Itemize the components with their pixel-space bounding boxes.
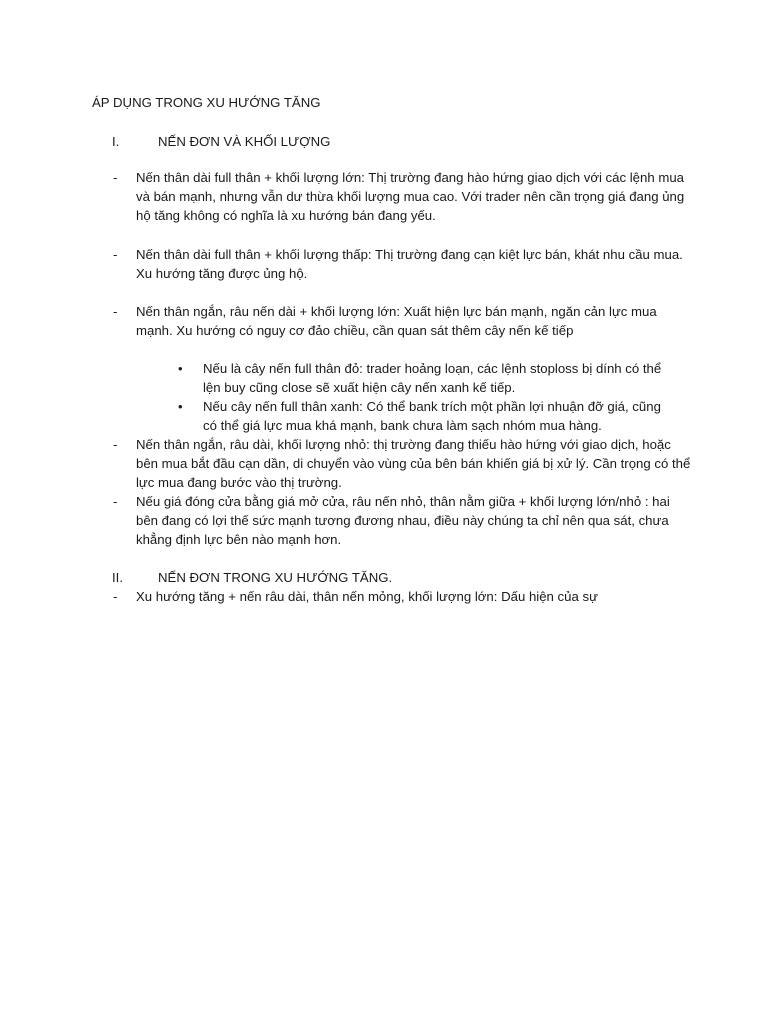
list-item-text: Nến thân dài full thân + khối lượng lớn: Thị trường đang hào hứng giao dịch với các lệnh mua và bán mạnh, nhưng vẫn dư thừa khối lượng mua cao. Với trader nên cần trọng giá đang ủng hộ tăng không có nghĩa là xu hướng bán đang yếu.: [136, 170, 685, 223]
list-item: [113, 245, 691, 283]
list-item: [113, 435, 691, 492]
dash-marker: -: [113, 437, 118, 452]
section-title: NẾN ĐƠN VÀ KHỐI LƯỢNG: [158, 134, 331, 149]
list-item-text: Xu hướng tăng + nến râu dài, thân nến mỏng, khối lượng lớn: Dấu hiện của sự: [136, 589, 598, 604]
bullet-item-text: Nếu cây nến full thân xanh: Có thể bank trích một phần lợi nhuận đỡ giá, cũng có thể giá lực mua khá mạnh, bank chưa làm sạch nhóm mua hàng.: [203, 399, 661, 433]
list-item: [113, 168, 691, 225]
dash-marker: -: [113, 304, 118, 319]
list-item: [113, 587, 691, 606]
list-item-text: Nến thân ngắn, râu dài, khối lượng nhỏ: thị trường đang thiếu hào hứng với giao dịch, hoặc bên mua bắt đầu cạn dần, di chuyển vào vùng của bên bán khiến giá bị xử lý. Cần trọng có thể lực mua đang bước vào thị trường.: [136, 437, 691, 490]
section-heading-2: [112, 568, 392, 587]
bullet-item-text: Nếu là cây nến full thân đỏ: trader hoảng loạn, các lệnh stoploss bị dính có thể lện buy cũng close sẽ xuất hiện cây nến xanh kế tiếp.: [203, 361, 662, 395]
list-item-text: Nến thân dài full thân + khối lượng thấp: Thị trường đang cạn kiệt lực bán, khát nhu cầu mua. Xu hướng tăng được ủng hộ.: [136, 247, 683, 281]
document-title: ÁP DỤNG TRONG XU HƯỚNG TĂNG: [92, 95, 321, 110]
list-item-text: Nếu giá đóng cửa bằng giá mở cửa, râu nến nhỏ, thân nằm giữa + khối lượng lớn/nhỏ : hai bên đang có lợi thế sức mạnh tương đương nhau, điều này chúng ta chỉ nên qua sát, chưa khẳng định lực bên nào mạnh hơn.: [136, 494, 670, 547]
section-number: II.: [112, 570, 123, 585]
bullet-item: [178, 397, 678, 435]
dash-marker: -: [113, 589, 118, 604]
dash-marker: -: [113, 247, 118, 262]
bullet-marker: •: [178, 399, 183, 414]
section-title: NẾN ĐƠN TRONG XU HƯỚNG TĂNG.: [158, 570, 393, 585]
section-number: I.: [112, 134, 120, 149]
section-heading-1: [112, 132, 330, 151]
list-item: [113, 302, 691, 340]
list-item: [113, 492, 691, 549]
dash-marker: -: [113, 170, 118, 185]
bullet-marker: •: [178, 361, 183, 376]
dash-marker: -: [113, 494, 118, 509]
bullet-item: [178, 359, 678, 397]
list-item-text: Nến thân ngắn, râu nến dài + khối lượng lớn: Xuất hiện lực bán mạnh, ngăn cản lực mua mạnh. Xu hướng có nguy cơ đảo chiều, cần quan sát thêm cây nến kế tiếp: [136, 304, 657, 338]
